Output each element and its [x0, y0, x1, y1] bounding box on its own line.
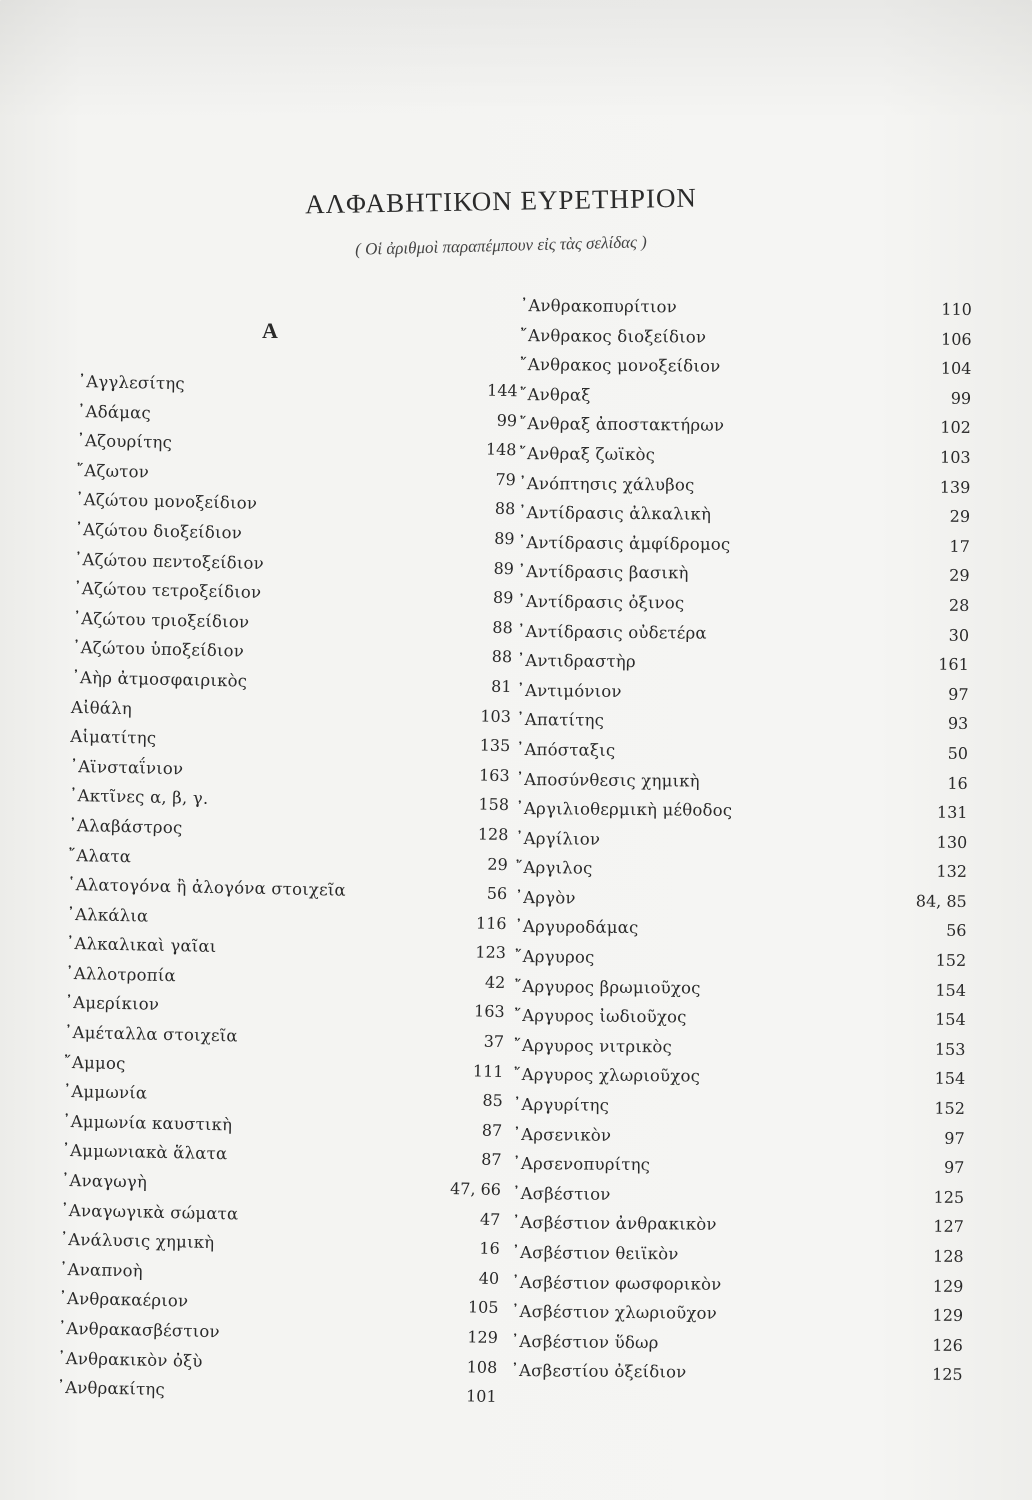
page-number: 50 [947, 743, 969, 763]
index-term: ῎Αργυρος χλωριοῦχος [513, 1065, 701, 1087]
index-entry [515, 858, 967, 892]
page-number: 158 [478, 794, 510, 815]
page-number: 89 [492, 587, 514, 608]
index-term: ῎Αργυρος ἰωδιοῦχος [513, 1006, 687, 1027]
index-entry [518, 533, 970, 567]
left-index-column [56, 372, 518, 1417]
index-term: ᾿Αὴρ ἀτμοσφαιρικὸς [71, 667, 248, 691]
page-number: 161 [938, 654, 969, 675]
page-number: 106 [941, 329, 972, 349]
index-term: ῎Ανθραξ ἀποστακτήρων [518, 414, 725, 436]
page-number: 28 [948, 595, 970, 615]
index-entry [514, 1006, 966, 1040]
index-term: ᾿Ανόπτησις χάλυβος [518, 473, 695, 495]
index-entry [511, 1243, 963, 1277]
page-number: 89 [493, 558, 515, 578]
index-term: ῎Ανθρακος διοξείδιον [519, 325, 707, 347]
page-number: 37 [483, 1031, 505, 1052]
page-number: 40 [478, 1268, 500, 1288]
index-term: ᾿Ασβέστιον χλωριοῦχον [511, 1302, 718, 1323]
index-term: ᾿Ασβέστιον ἀνθρακικὸν [511, 1213, 717, 1235]
page-number: 88 [492, 617, 513, 637]
index-term: ῾Αλατογόνα ἢ ἀλογόνα στοιχεῖα [67, 874, 347, 900]
page-number: 87 [481, 1150, 502, 1170]
index-term: ῎Αργυρος βρωμιοῦχος [513, 976, 701, 998]
page-number: 97 [944, 1128, 965, 1148]
index-term: ᾿Αζώτου μονοξείδιον [75, 490, 258, 514]
page-number: 144 [486, 380, 518, 401]
index-entry [511, 1332, 963, 1366]
right-index-column [510, 296, 972, 1395]
index-term: ᾿Ασβέστιον ὕδωρ [510, 1331, 659, 1353]
index-term: ᾿Ανθρακίτης [56, 1377, 166, 1400]
page-number: 128 [477, 824, 509, 845]
index-term: ᾿Αμμωνία [62, 1082, 148, 1103]
index-entry [515, 888, 967, 922]
index-term: ᾿Αρσενοπυρίτης [512, 1154, 651, 1175]
index-term: ᾿Αϊνσταΐνιον [69, 756, 184, 779]
page-number: 56 [946, 921, 967, 941]
index-term: ᾿Αμμωνία καυστικὴ [62, 1111, 233, 1135]
page-number: 154 [935, 1009, 966, 1030]
index-entry [511, 1302, 963, 1336]
page-number: 135 [479, 735, 511, 756]
index-term: ᾿Αντιδραστὴρ [516, 651, 636, 672]
page-number: 47 [479, 1209, 501, 1229]
index-term: ῎Αμμος [63, 1052, 126, 1073]
page-number: 148 [485, 439, 517, 460]
index-term: ᾿Αγγλεσίτης [77, 372, 186, 394]
index-entry [512, 1184, 964, 1218]
index-term: Αἱματίτης [70, 727, 157, 748]
index-entry [511, 1273, 963, 1307]
page-number: 105 [467, 1297, 499, 1318]
page-number: 79 [495, 469, 517, 489]
index-entry [513, 1065, 965, 1099]
page-number: 163 [478, 765, 510, 785]
index-entry [513, 1095, 965, 1129]
page-number: 16 [479, 1238, 500, 1259]
page-number: 87 [481, 1120, 503, 1140]
page-number: 93 [947, 714, 969, 734]
index-entry [516, 740, 968, 774]
index-term: ᾿Απόσταξις [515, 739, 616, 760]
page-number: 139 [939, 477, 971, 497]
index-entry [517, 651, 969, 685]
page-number: 132 [936, 861, 968, 882]
index-term: ᾿Αργιλιοθερμικὴ μέθοδος [515, 799, 733, 820]
page-number: 17 [949, 536, 970, 556]
index-term: ῎Αργυρος νιτρικὸς [513, 1035, 673, 1057]
index-term: ᾿Αμμωνιακὰ ἅλατα [61, 1141, 228, 1164]
index-term: ᾿Ανάλυσις χημικὴ [59, 1230, 215, 1253]
index-term: ᾿Αμερίκιον [64, 993, 160, 1015]
page-number: 126 [932, 1335, 963, 1355]
page-number: 42 [484, 972, 506, 992]
index-term: ᾿Αντιμόνιον [516, 680, 622, 701]
index-entry [518, 503, 970, 537]
page-number: 152 [935, 950, 967, 970]
index-term: ῎Ανθρακος μονοξείδιον [519, 355, 721, 376]
index-entry [520, 296, 972, 330]
index-term: ᾿Αλαβάστρος [68, 815, 183, 838]
show-through-shade [0, 0, 1032, 120]
page-number: 154 [935, 980, 967, 1000]
index-entry [519, 355, 971, 389]
index-entry [516, 769, 968, 803]
index-term: ᾿Αναπνοὴ [59, 1259, 144, 1281]
page-number: 123 [475, 942, 507, 963]
page-number: 125 [933, 1187, 965, 1207]
page-number: 111 [472, 1061, 504, 1081]
section-letter: Α [262, 318, 278, 343]
page-title: ΑΛΦΑΒΗΤΙΚΟΝ ΕΥΡΕΤΗΡΙΟΝ [304, 182, 698, 220]
index-term: ᾿Ασβεστίου ὀξείδιον [510, 1361, 687, 1382]
page-subtitle: ( Οἱ ἀριθμοὶ παραπέμπουν εἰς τὰς σελίδας ) [354, 232, 648, 259]
index-entry [516, 681, 968, 715]
index-term: ᾿Αργυροδάμας [514, 917, 639, 938]
index-term: ᾿Αργὸν [514, 887, 576, 908]
index-term: ᾿Ασβέστιον φωσφορικὸν [511, 1272, 722, 1294]
page-number: 129 [932, 1276, 964, 1296]
index-term: ᾿Αποσύνθεσις χημικὴ [515, 769, 700, 791]
page-number: 125 [931, 1365, 963, 1385]
page-number: 16 [947, 773, 968, 793]
index-term: ᾿Αζώτου πεντοξείδιον [73, 549, 265, 573]
index-entry [516, 710, 968, 744]
index-term: ᾿Απατίτης [516, 710, 605, 731]
index-term: ῎Αλατα [67, 845, 132, 866]
index-term: ᾿Αργίλιον [515, 828, 601, 849]
index-term: ᾿Αμέταλλα στοιχεῖα [63, 1022, 238, 1046]
index-term: ᾿Αλκάλια [66, 904, 149, 926]
page-number: 108 [466, 1356, 498, 1377]
index-term: ᾿Αρσενικὸν [512, 1124, 612, 1145]
index-term: ῎Αζωτον [75, 460, 150, 482]
page-number: 128 [933, 1246, 964, 1266]
index-entry [512, 1213, 964, 1247]
index-term: ᾿Αντίδρασις ὀξινος [517, 591, 685, 613]
page-number: 81 [490, 676, 512, 697]
index-term: ᾿Αναγωγικὰ σώματα [60, 1200, 239, 1224]
index-entry [513, 1125, 965, 1159]
page-number: 104 [940, 358, 972, 379]
index-term: ᾿Αδάμας [76, 401, 152, 423]
index-term: ᾿Αζώτου τριοξείδιον [72, 608, 250, 632]
index-term: ᾿Ανθρακασβέστιον [57, 1318, 220, 1342]
page-number: 88 [494, 499, 516, 519]
index-term: ῎Αργυρος [514, 947, 595, 967]
page-number: 88 [491, 647, 513, 667]
index-entry [514, 917, 966, 951]
page-number: 84, 85 [915, 891, 967, 911]
page-number: 89 [494, 528, 515, 549]
index-entry [510, 1361, 962, 1395]
page-number: 102 [940, 418, 971, 438]
page-number: 29 [949, 506, 971, 527]
page-number: 97 [948, 684, 969, 704]
index-entry [517, 622, 969, 656]
index-term: ᾿Αντίδρασις ἀλκαλικὴ [518, 503, 712, 524]
page-number: 101 [465, 1386, 497, 1407]
index-entry [512, 1154, 964, 1188]
page-number: 30 [948, 625, 970, 645]
page-number: 29 [487, 854, 508, 874]
index-term: ᾿Ανθρακοπυρίτιον [519, 296, 678, 317]
index-term: ᾿Αζώτου τετροξείδιον [73, 579, 262, 603]
page-number: 129 [932, 1305, 964, 1326]
index-entry [514, 947, 966, 981]
index-term: ῎Ανθραξ ζωϊκὸς [518, 443, 656, 465]
index-term: ᾿Ανθρακαέριον [58, 1289, 189, 1311]
index-entry [515, 829, 967, 863]
page-number: 130 [936, 832, 968, 852]
index-term: ᾿Ασβέστιον θειϊκὸν [511, 1242, 679, 1264]
index-term: ᾿Αντίδρασις ἀμφίδρομος [517, 532, 731, 554]
page-number: 129 [467, 1327, 499, 1348]
index-entry [519, 414, 971, 448]
page-number: 127 [933, 1217, 964, 1237]
index-term: ᾿Αλλοτροπία [65, 963, 177, 986]
index-term: ᾿Ανθρακικὸν ὀξὺ [57, 1348, 203, 1371]
page-number: 29 [949, 566, 970, 586]
index-entry [517, 562, 969, 596]
page-number: 154 [934, 1069, 966, 1089]
page-number: 116 [475, 913, 507, 933]
index-term: ᾿Αζώτου ὑποξείδιον [72, 638, 245, 661]
index-entry [519, 326, 971, 360]
page-number: 163 [473, 1001, 505, 1022]
index-entry [513, 1036, 965, 1070]
index-term: Αἰθάλη [70, 697, 133, 718]
page-number: 153 [934, 1039, 966, 1059]
page-number: 110 [941, 299, 972, 319]
index-term: ῎Ανθραξ [519, 384, 591, 405]
page-number: 85 [482, 1090, 504, 1111]
index-term: ᾿Αζουρίτης [76, 431, 173, 453]
page-number: 56 [486, 883, 508, 904]
page-number: 103 [480, 706, 512, 726]
page-number: 47, 66 [449, 1179, 502, 1200]
index-term: ᾿Αναγωγὴ [60, 1170, 148, 1192]
index-entry [518, 474, 970, 508]
index-term: ᾿Αντίδρασις οὐδετέρα [516, 621, 707, 643]
index-term: ῎Αργιλος [514, 858, 593, 878]
index-entry [518, 444, 970, 478]
index-term: ᾿Αντίδρασις βασικὴ [517, 562, 689, 583]
index-entry [514, 977, 966, 1011]
page-number: 103 [939, 447, 971, 467]
index-entry [517, 592, 969, 626]
index-term: ᾿Αργυρίτης [512, 1095, 610, 1115]
index-term: ᾿Ακτῖνες α, β, γ. [68, 786, 209, 809]
page-number: 97 [943, 1157, 965, 1178]
page-number: 152 [934, 1098, 966, 1118]
index-entry [519, 385, 971, 419]
page-number: 99 [496, 410, 518, 430]
index-term: ᾿Αλκαλικαὶ γαῖαι [65, 934, 217, 957]
index-term: ᾿Ασβέστιον [512, 1183, 611, 1204]
index-entry [515, 799, 967, 833]
page-number: 131 [936, 802, 968, 823]
page-number: 99 [950, 388, 972, 408]
index-term: ᾿Αζώτου διοξείδιον [74, 519, 243, 543]
